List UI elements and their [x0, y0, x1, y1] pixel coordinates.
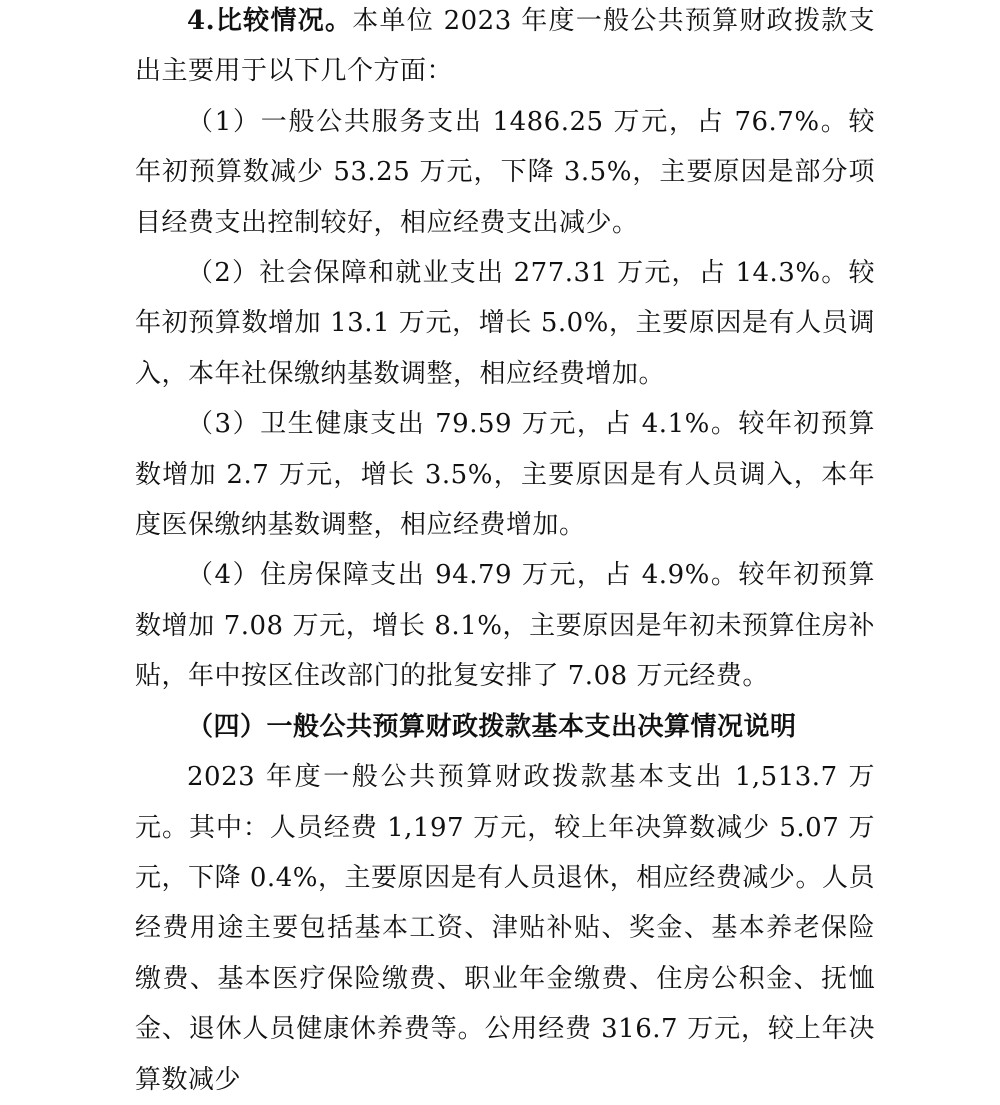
item-4-paragraph: （4）住房保障支出 94.79 万元，占 4.9%。较年初预算数增加 7.08 万元，增长 8.1%，主要原因是年初未预算住房补贴，年中按区住改部门的批复安排了 7.08 万元经费。 — [135, 560, 875, 692]
section-heading: （四）一般公共预算财政拨款基本支出决算情况说明 — [187, 711, 797, 742]
section-4-paragraph — [135, 0, 875, 97]
item-3-paragraph: （3）卫生健康支出 79.59 万元，占 4.1%。较年初预算数增加 2.7 万元，增长 3.5%，主要原因是有人员调入，本年度医保缴纳基数调整，相应经费增加。 — [135, 409, 875, 541]
item-1-paragraph: （1）一般公共服务支出 1486.25 万元，占 76.7%。较年初预算数减少 53.25 万元，下降 3.5%，主要原因是部分项目经费支出控制较好，相应经费支出减少。 — [135, 106, 875, 238]
section-4-lead: 4.比较情况。 — [187, 6, 353, 36]
item-2-paragraph: （2）社会保障和就业支出 277.31 万元，占 14.3%。较年初预算数增加 13.1 万元，增长 5.0%，主要原因是有人员调入，本年社保缴纳基数调整，相应经费增加。 — [135, 258, 875, 389]
basic-expenditure-paragraph: 2023 年度一般公共预算财政拨款基本支出 1,513.7 万元。其中：人员经费 1,197 万元，较上年决算数减少 5.07 万元，下降 0.4%，主要原因是有人员退休，相应经费减少。人员经费用途主要包括基本工资、津贴补贴、奖金、基本养老保险缴费、基本医疗保险缴费、职业年金缴费、住房公积金、抚恤金、退休人员健康休养费等。公用经费 316.7 万元，较上年决算数减少 — [135, 762, 875, 1095]
section-4-text: 本单位 2023 年度一般公共预算财政拨款支出主要用于以下几个方面： — [135, 6, 875, 87]
document-page — [135, 0, 875, 1105]
